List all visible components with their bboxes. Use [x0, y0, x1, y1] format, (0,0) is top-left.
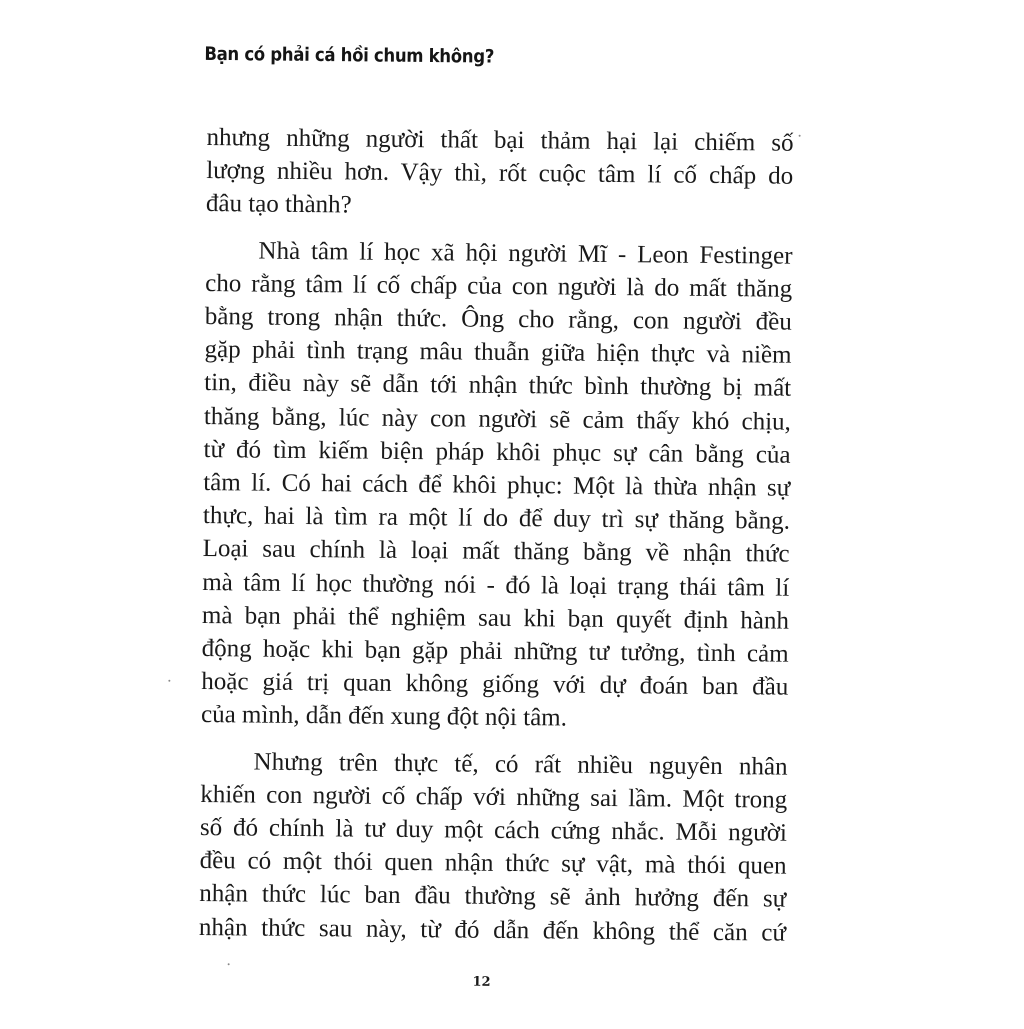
scan-speck: [168, 680, 170, 682]
scan-speck: [799, 135, 801, 137]
text-line: Nhà tâm lí học xã hội người Mĩ - Leon Festinger: [258, 237, 793, 270]
text-line: mà tâm lí học thường nói - đó là loại trạng thái tâm lí: [202, 568, 790, 602]
text-line: cho rằng tâm lí cố chấp của con người là do mất thăng: [205, 269, 793, 303]
text-line: hoặc giá trị quan không giống với dự đoán ban đầu: [201, 668, 789, 701]
text-line: bằng trong nhận thức. Ông cho rằng, con người đều: [204, 303, 792, 336]
text-line: thăng bằng, lúc này con người sẽ cảm thấy khó chịu,: [203, 402, 792, 436]
text-line: tin, điều này sẽ dẫn tới nhận thức bình thường bị mất: [204, 369, 792, 403]
text-line: khiến con người cố chấp với những sai lầm. Một trong: [200, 780, 788, 814]
text-line: của mình, dẫn đến xung đột nội tâm.: [200, 701, 568, 732]
text-line: đều có một thói quen nhận thức sự vật, mà thói quen: [199, 847, 787, 880]
text-line: từ đó tìm kiếm biện pháp khôi phục sự cân bằng của: [203, 435, 791, 469]
paragraph: [206, 121, 794, 226]
text-line: Nhưng trên thực tế, có rất nhiều nguyên nhân: [253, 748, 788, 781]
text-line: thực, hai là tìm ra một lí do để duy trì sự thăng bằng.: [202, 502, 791, 535]
text-line: nhưng những người thất bại thảm hại lại chiếm số: [206, 124, 794, 157]
text-line: Loại sau chính là loại mất thăng bằng về nhận thức: [202, 535, 790, 569]
running-head: Bạn có phải cá hồi chum không?: [204, 43, 495, 68]
scan-speck: [228, 963, 230, 965]
page-number: 12: [472, 974, 491, 990]
text-line: tâm lí. Có hai cách để khôi phục: Một là thừa nhận sự: [203, 469, 791, 502]
body-text: [199, 121, 794, 949]
text-line: nhận thức sau này, từ đó dẫn đến không thể căn cứ: [198, 913, 787, 947]
text-line: lượng nhiều hơn. Vậy thì, rốt cuộc tâm lí cố chấp do: [206, 157, 794, 190]
text-line: động hoặc khi bạn gặp phải những tư tưởng, tình cảm: [201, 635, 789, 668]
paragraph: [199, 745, 788, 950]
text-line: đâu tạo thành?: [205, 190, 352, 219]
text-line: gặp phải tình trạng mâu thuẫn giữa hiện thực và niềm: [204, 336, 792, 369]
text-line: mà bạn phải thể nghiệm sau khi bạn quyết định hành: [201, 601, 790, 635]
text-line: nhận thức lúc ban đầu thường sẽ ảnh hưởng đến sự: [199, 880, 787, 914]
text-line: số đó chính là tư duy một cách cứng nhắc. Mỗi người: [199, 814, 788, 847]
paragraph: [201, 234, 793, 738]
